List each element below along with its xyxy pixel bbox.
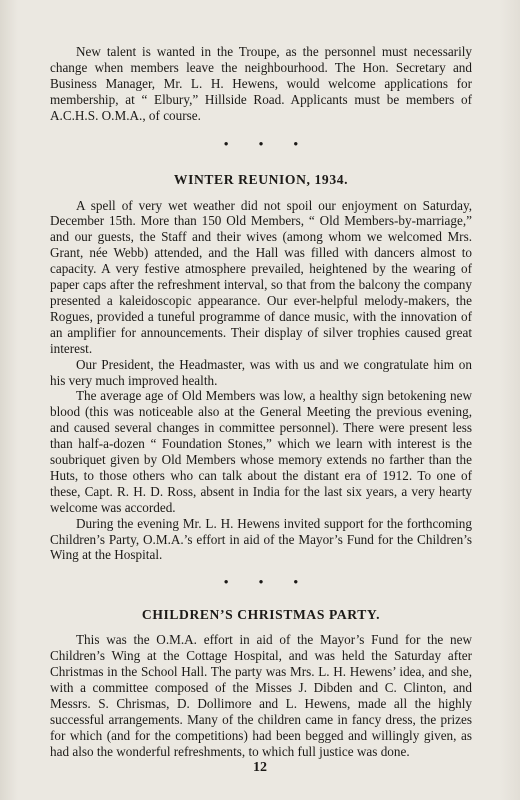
- winter-reunion-paragraph-3: The average age of Old Members was low, a healthy sign betokening new blood (this was noticeable also at the General Meeting the previous evening, and caused several changes in committee personnel). There were present less than half-a-dozen “ Foundation Stones,” which we learn with interest is the soubriquet given by Old Members whose memory extends no farther than the Huts, to those others who can talk about the distant era of 1912. To one of these, Capt. R. H. D. Ross, absent in India for the last six years, a very hearty welcome was accorded.: [50, 388, 472, 515]
- intro-paragraph: New talent is wanted in the Troupe, as the personnel must necessarily change when members leave the neighbourhood. The Hon. Secretary and Business Manager, Mr. L. H. Hewens, would welcome applications for membership, at “ Elbury,” Hillside Road. Applicants must be members of A.C.H.S. O.M.A., of course.: [50, 44, 472, 123]
- winter-reunion-heading: WINTER REUNION, 1934.: [173, 171, 349, 187]
- winter-reunion-paragraph-4: During the evening Mr. L. H. Hewens invited support for the forthcoming Children’s Party, O.M.A.’s effort in aid of the Mayor’s Fund for the Children’s Wing at the Hospital.: [50, 515, 472, 563]
- childrens-party-heading: CHILDREN’S CHRISTMAS PARTY.: [141, 607, 381, 623]
- winter-reunion-paragraph-1: A spell of very wet weather did not spoil our enjoyment on Saturday, December 15th. More than 150 Old Members, “ Old Members-by-marriage,” and our guests, the Staff and their wives (among whom we welcomed Mrs. Grant, née Webb) attended, and the Hall was filled with dancers almost to capacity. A very festive atmosphere prevailed, heightened by the wearing of paper caps after the refreshment interval, so that from the balcony the company presented a kaleidoscopic appearance. Our ever-helpful melody-makers, the Rogues, provided a tuneful programme of dance music, with the innovation of an amplifier for announcements. Their display of silver trophies caused great interest.: [50, 197, 472, 356]
- page-number: 12: [253, 760, 267, 775]
- childrens-party-paragraph: This was the O.M.A. effort in aid of the Mayor’s Fund for the new Children’s Wing at the Cottage Hospital, and was held the Saturday after Christmas in the School Hall. The party was Mrs. L. H. Hewens’ idea, and she, with a committee composed of the Misses J. Dibden and C. Clinton, and Messrs. S. Chrismas, D. Dollimore and L. Hewens, made all the highly successful arrangements. Many of the children came in fancy dress, the prizes for which (and for the competitions) had been begged and willingly given, as had also the wonderful refreshments, to which full justice was done.: [50, 632, 472, 759]
- section-separator: ●●●: [223, 577, 329, 587]
- winter-reunion-paragraph-2: Our President, the Headmaster, was with us and we congratulate him on his very much improved health.: [50, 356, 472, 388]
- section-separator: ●●●: [223, 138, 329, 148]
